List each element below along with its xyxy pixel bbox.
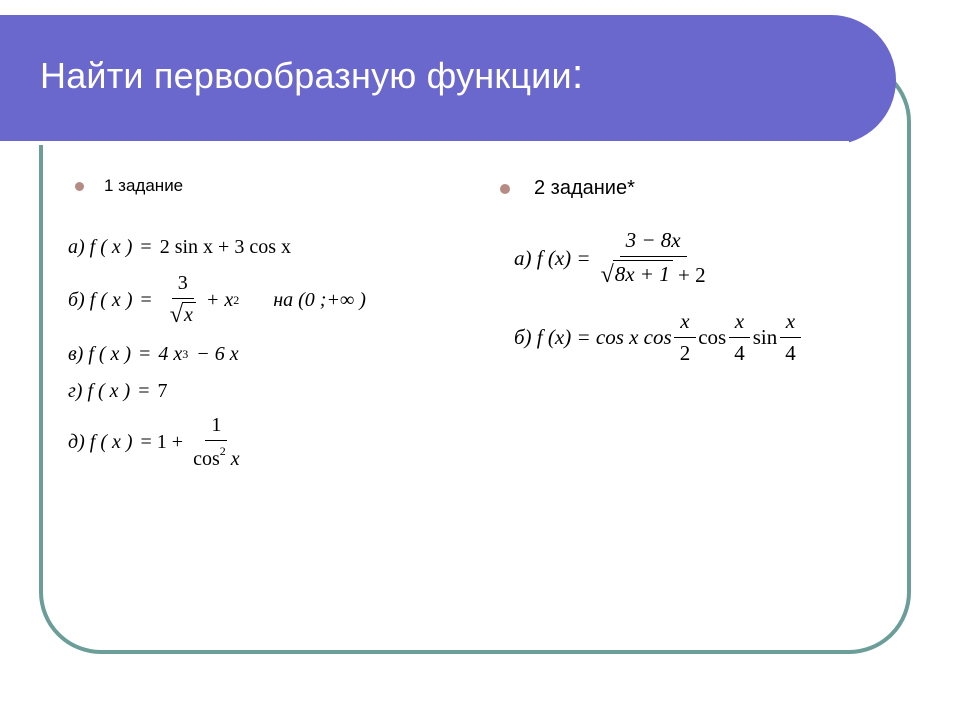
expression-tail: + x (205, 288, 234, 311)
title-underline (0, 141, 849, 145)
task1-heading: 1 задание (104, 176, 184, 195)
item-label: б) f (x) = cos x cos (514, 325, 672, 349)
fraction-numerator: 3 − 8x (620, 228, 687, 257)
cos-function: cos (698, 325, 727, 349)
radicand: 8x + 1 (613, 260, 673, 287)
fraction (779, 309, 802, 366)
expression: 7 (157, 380, 168, 402)
slide-title (40, 50, 584, 98)
variable: x (230, 448, 240, 470)
fraction-denominator: 2 (679, 341, 691, 365)
domain-note: на (0 ;+∞ ) (273, 288, 366, 311)
bullet-dot-icon (75, 182, 84, 191)
item-label: в) f ( x ) (68, 343, 132, 365)
bullet-dot-icon (500, 184, 510, 194)
expression-part: − 6 x (196, 343, 239, 365)
fraction (164, 272, 202, 328)
equals-sign: = (140, 236, 152, 258)
fraction-numerator: 3 (172, 272, 194, 299)
equals-sign: = (140, 288, 152, 311)
fraction (595, 228, 712, 288)
exponent: 2 (219, 444, 226, 458)
fraction-denominator (187, 441, 246, 471)
task1-item-b (68, 272, 366, 328)
task1-item-a (68, 236, 291, 259)
expression: 2 sin x + 3 cos x (159, 236, 291, 258)
task2-heading: 2 задание* (534, 177, 635, 199)
fraction-denominator (595, 257, 712, 288)
fraction-denominator (164, 299, 202, 328)
radicand: x (182, 302, 196, 327)
task1-item-g (68, 380, 168, 403)
fraction-denominator: 4 (734, 341, 745, 365)
item-label: д) f ( x ) (68, 431, 133, 453)
fraction (728, 309, 751, 366)
item-label: а) f ( x ) (68, 236, 133, 258)
task2-item-a (514, 228, 716, 288)
square-root: √ 8x + 1 (601, 260, 673, 287)
cos-function: cos (193, 448, 220, 470)
task1-item-v (68, 343, 239, 366)
task2-item-b (514, 309, 804, 366)
task1-item-d (68, 414, 250, 471)
fraction-numerator: x (674, 309, 695, 338)
fraction (674, 309, 697, 366)
fraction (187, 414, 246, 471)
title-colon: : (571, 50, 584, 97)
title-text: Найти первообразную функции (40, 55, 572, 96)
equals-sign: = (139, 343, 151, 365)
equals-sign: = (138, 380, 150, 402)
item-label: б) f ( x ) (68, 288, 133, 311)
exponent: 3 (182, 347, 189, 361)
equals-sign: = 1 + (140, 431, 184, 453)
fraction-numerator: 1 (205, 414, 227, 441)
item-label: г) f ( x ) (68, 380, 131, 402)
task2-bullet (500, 177, 635, 200)
fraction-numerator: x (780, 309, 801, 338)
item-label: а) f (x) = (514, 245, 591, 270)
expression-part: 4 x (158, 343, 183, 365)
exponent: 2 (233, 292, 240, 307)
fraction-numerator: x (729, 309, 750, 338)
task1-bullet (75, 176, 183, 196)
square-root: √ x (170, 302, 196, 327)
sin-function: sin (752, 325, 778, 349)
denominator-tail: + 2 (677, 263, 706, 287)
fraction-denominator: 4 (785, 341, 796, 365)
